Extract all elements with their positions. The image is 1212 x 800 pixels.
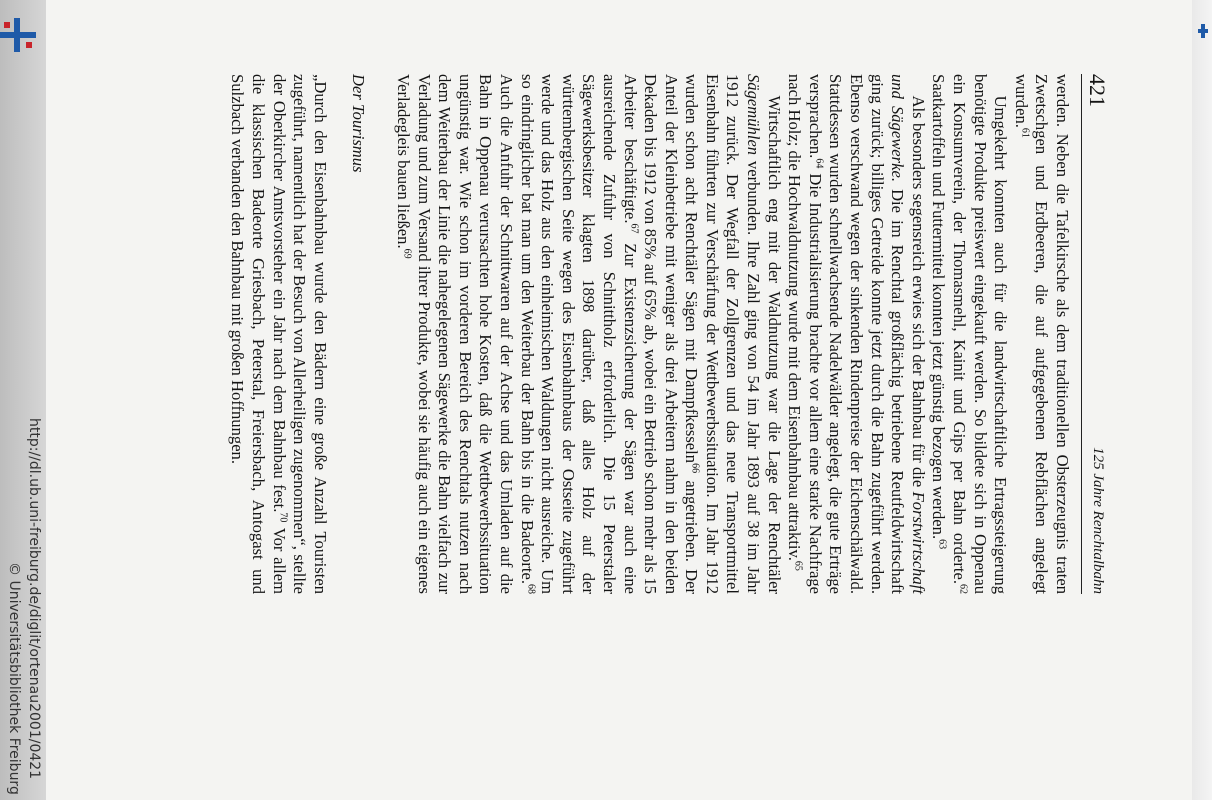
paragraph-2: Umgekehrt konnten auch für die landwirtschaftliche Ertragssteigerung benötigte Produkte preiswert eingekauft werden. So bildete sich in Oppenau ein Konsumverein, der Thomasmehl, Kainit und Gips per Bahn orderte.$^{62}$ Saatkartoffeln und Futtermittel konnten jetzt günstig bezogen werden.$^{63}$	[929, 74, 1011, 594]
paragraph-4: Wirtschaftlich eng mit der Waldnutzung war die Lage der Renchtäler Sägemühlen verbunden. Ihre Zahl ging von 54 im Jahr 1893 auf 38 im Jahr 1912 zurück. Der Wegfall der Zollgrenzen und das neue Transportmittel Eisenbahn führten zur Verschärfung der Wettbewerbssituation. Im Jahr 1912 wurden schon acht Renchtäler Sägen mit Dampfkesseln$^{66}$ angetrieben. Der Anteil der Kleinbetriebe mit weniger als drei Arbeitern nahm in den beiden Dekaden bis 1912 von 85% auf 65% ab, wobei ein Betrieb schon mehr als 15 Arbeiter beschäftigte.$^{67}$ Zur Existenzsicherung der Sägen war auch eine ausreichende Zufuhr von Schnittholz erforderlich. Die 15 Peterstaler Sägewerksbesitzer klagten 1898 darüber, daß alles Holz auf der württembergischen Seite wegen des Eisenbahnbaus der Ostseite zugeführt werde und das Holz aus den einheimischen Waldungen nicht ausreiche. Um so eindringlicher bat man um den Weiterbau der Bahn bis in die Badeorte.$^{68}$ Auch die Anfuhr der Schnittwaren auf der Achse und das Umladen auf die Bahn in Oppenau verursachten hohe Kosten, daß die Wettbewerbssituation ungünstig war. Wie schon im vorderen Bereich des Renchtals nutzen nach dem Weiterbau der Linie die nahegelegenen Sägewerke die Bahn vielfach zur Verladung und zum Versand ihrer Produkte, wobei sie häufig auch ein eigenes Verladegleis bauen ließen.$^{69}$	[394, 74, 784, 595]
source-url[interactable]: http://dl.ub.uni-freiburg.de/diglit/ortenau2001/0421	[26, 418, 42, 780]
section-heading: Der Tourismus	[349, 74, 369, 173]
paragraph-5: „Durch den Eisenbahnbau wurde den Bädern eine große Anzahl Touristen zugeführt, namentlich hat der Besuch von Allerheiligen zugenommen“, stellte der Oberkircher Amtsvorsteher ein Jahr nach dem Bahnbau fest.$^{70}$ Vor allem die klassischen Badeorte Griesbach, Peterstal, Freiersbach, Antogast und Sulzbach verbanden den Bahnbau mit großen Hoffnungen.	[228, 74, 330, 594]
running-title: 125 Jahre Renchtalbahn	[1090, 447, 1106, 594]
paragraph-3: Als besonders segensreich erwies sich der Bahnbau für die Forstwirtschaft und Sägewerke. Die im Renchtal großflächig betriebene Reutfeldwirtschaft ging zurück; billiges Getreide konnte jetzt durch die Bahn zugeführt werden. Ebenso verschwand wegen der sinkenden Rindenpreise der Eichenschälwald. Stattdessen wurden schnellwachsende Nadelwälder angelegt, die gute Erträge versprachen.$^{64}$ Die Industrialisierung brachte vor allem eine starke Nachfrage nach Holz; die Hochwaldnutzung wurde mit dem Eisenbahnbau attraktiv.$^{65}$	[785, 74, 928, 594]
page-header	[1081, 74, 1112, 594]
body-text	[227, 74, 1072, 594]
paragraph-1: werden. Neben die Tafelkirsche als dem traditionellen Obsterzeugnis traten Zwetschgen und Erdbeeren, die auf aufgegebenen Rebflächen angelegt wurden.$^{61}$	[1011, 74, 1072, 594]
library-logo-small-icon	[1198, 24, 1208, 38]
rotated-page-content	[0, 30, 1120, 790]
copyright-notice: © Universitätsbibliothek Freiburg	[6, 562, 22, 795]
page-number: 421	[1085, 74, 1110, 107]
scan-right-edge	[1192, 0, 1212, 800]
